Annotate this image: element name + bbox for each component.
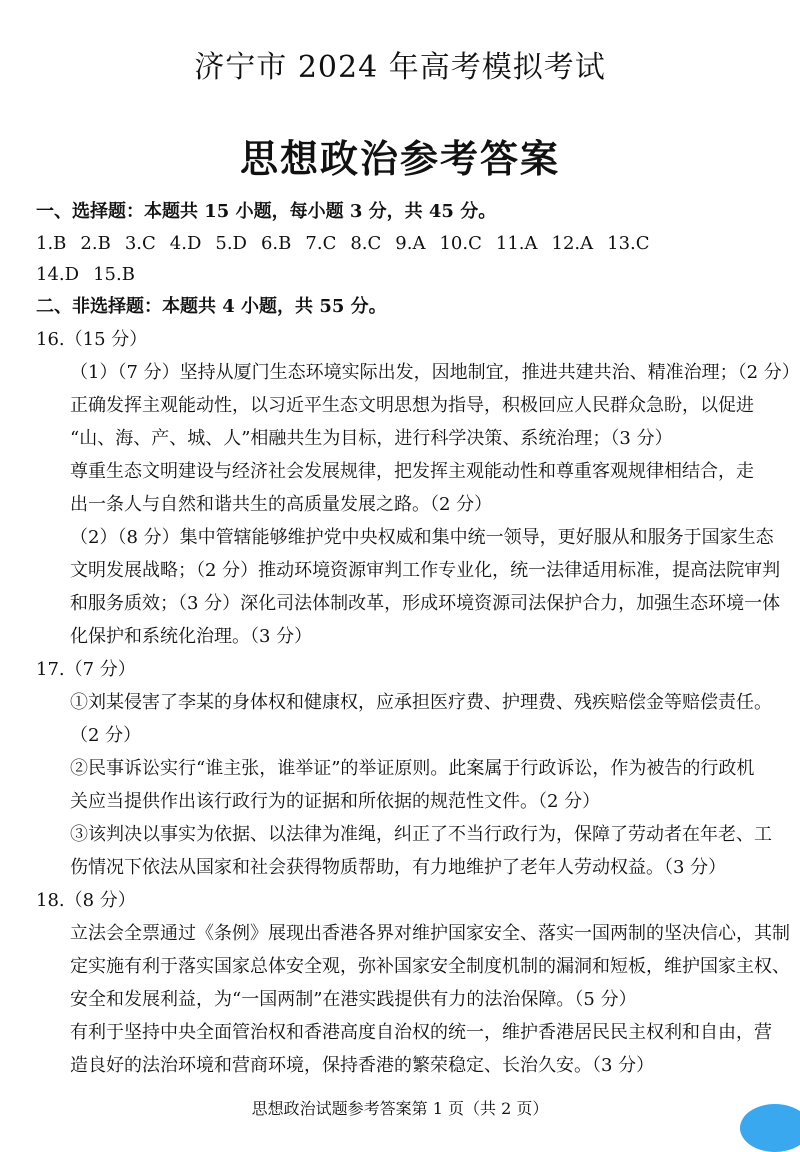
answer-line: 关应当提供作出该行政行为的证据和所依据的规范性文件。（2 分）	[70, 791, 601, 812]
answer-line: 和服务质效；（3 分）深化司法体制改革，形成环境资源司法保护合力，加强生态环境一体	[70, 593, 781, 614]
choice-answer: 7.C	[305, 233, 337, 254]
question-heading: 18.（8 分）	[36, 890, 136, 911]
answer-line: ①刘某侵害了李某的身体权和健康权，应承担医疗费、护理费、残疾赔偿金等赔偿责任。	[70, 692, 772, 713]
choice-answer: 9.A	[395, 233, 426, 254]
answer-line: （1）（7 分）坚持从厦门生态环境实际出发，因地制宜，推进共建共治、精准治理；（2 分）	[70, 362, 800, 383]
choice-answers-row-2	[36, 263, 149, 287]
choice-answer: 15.B	[93, 264, 135, 285]
answer-line: （2）（8 分）集中管辖能够维护党中央权威和集中统一领导，更好服从和服务于国家生态	[70, 527, 774, 548]
answer-line: 出一条人与自然和谐共生的高质量发展之路。（2 分）	[70, 494, 493, 515]
choice-answer: 3.C	[124, 233, 156, 254]
answer-line: （2 分）	[70, 725, 142, 746]
choice-answer: 1.B	[36, 233, 67, 254]
choice-answer: 4.D	[169, 233, 202, 254]
choice-answer: 5.D	[215, 233, 247, 254]
choice-answer: 2.B	[80, 233, 111, 254]
floating-button-icon[interactable]	[740, 1104, 800, 1152]
answer-line: 安全和发展利益，为“一国两制”在港实践提供有力的法治保障。（5 分）	[70, 989, 637, 1010]
choice-answer: 6.B	[260, 233, 292, 254]
answer-line: 文明发展战略；（2 分）推动环境资源审判工作专业化，统一法律适用标准，提高法院审判	[70, 560, 781, 581]
choice-answer: 12.A	[551, 233, 594, 254]
choice-answer: 11.A	[495, 233, 538, 254]
section-heading-nonchoice: 二、非选择题：本题共 4 小题，共 55 分。	[36, 296, 387, 317]
section-heading-choice: 一、选择题：本题共 15 小题，每小题 3 分，共 45 分。	[36, 201, 497, 222]
answer-line: 定实施有利于落实国家总体安全观，弥补国家安全制度机制的漏洞和短板，维护国家主权、	[70, 956, 790, 977]
choice-answers	[36, 232, 664, 285]
answer-line: 化保护和系统化治理。（3 分）	[70, 626, 313, 647]
answer-line: 立法会全票通过《条例》展现出香港各界对维护国家安全、落实一国两制的坚决信心，其制	[70, 923, 790, 944]
answer-line: 有利于坚持中央全面管治权和香港高度自治权的统一，维护香港居民民主权利和自由，营	[70, 1022, 772, 1043]
answer-line: “山、海、产、城、人”相融共生为目标，进行科学决策、系统治理；（3 分）	[70, 428, 673, 449]
answer-line: ③该判决以事实为依据、以法律为准绳，纠正了不当行政行为，保障了劳动者在年老、工	[70, 824, 772, 845]
answer-line: 正确发挥主观能动性，以习近平生态文明思想为指导，积极回应人民群众急盼，以促进	[70, 395, 754, 416]
choice-answer: 8.C	[350, 233, 382, 254]
document-subtitle: 思想政治参考答案	[239, 136, 560, 181]
choice-answer: 13.C	[607, 233, 650, 254]
exam-title: 济宁市 2024 年高考模拟考试	[194, 50, 606, 85]
answer-line: ②民事诉讼实行“谁主张，谁举证”的举证原则。此案属于行政诉讼，作为被告的行政机	[70, 758, 755, 779]
answer-line: 造良好的法治环境和营商环境，保持香港的繁荣稳定、长治久安。（3 分）	[70, 1055, 655, 1076]
choice-answer: 14.D	[36, 264, 80, 285]
question-heading: 16.（15 分）	[36, 329, 148, 350]
question-heading: 17.（7 分）	[36, 659, 136, 680]
page-footer: 思想政治试题参考答案第 1 页（共 2 页）	[251, 1099, 549, 1118]
choice-answers-row-1	[36, 232, 664, 256]
choice-answer: 10.C	[439, 233, 482, 254]
answer-line: 伤情况下依法从国家和社会获得物质帮助，有力地维护了老年人劳动权益。（3 分）	[70, 857, 727, 878]
answer-line: 尊重生态文明建设与经济社会发展规律，把发挥主观能动性和尊重客观规律相结合，走	[70, 461, 754, 482]
